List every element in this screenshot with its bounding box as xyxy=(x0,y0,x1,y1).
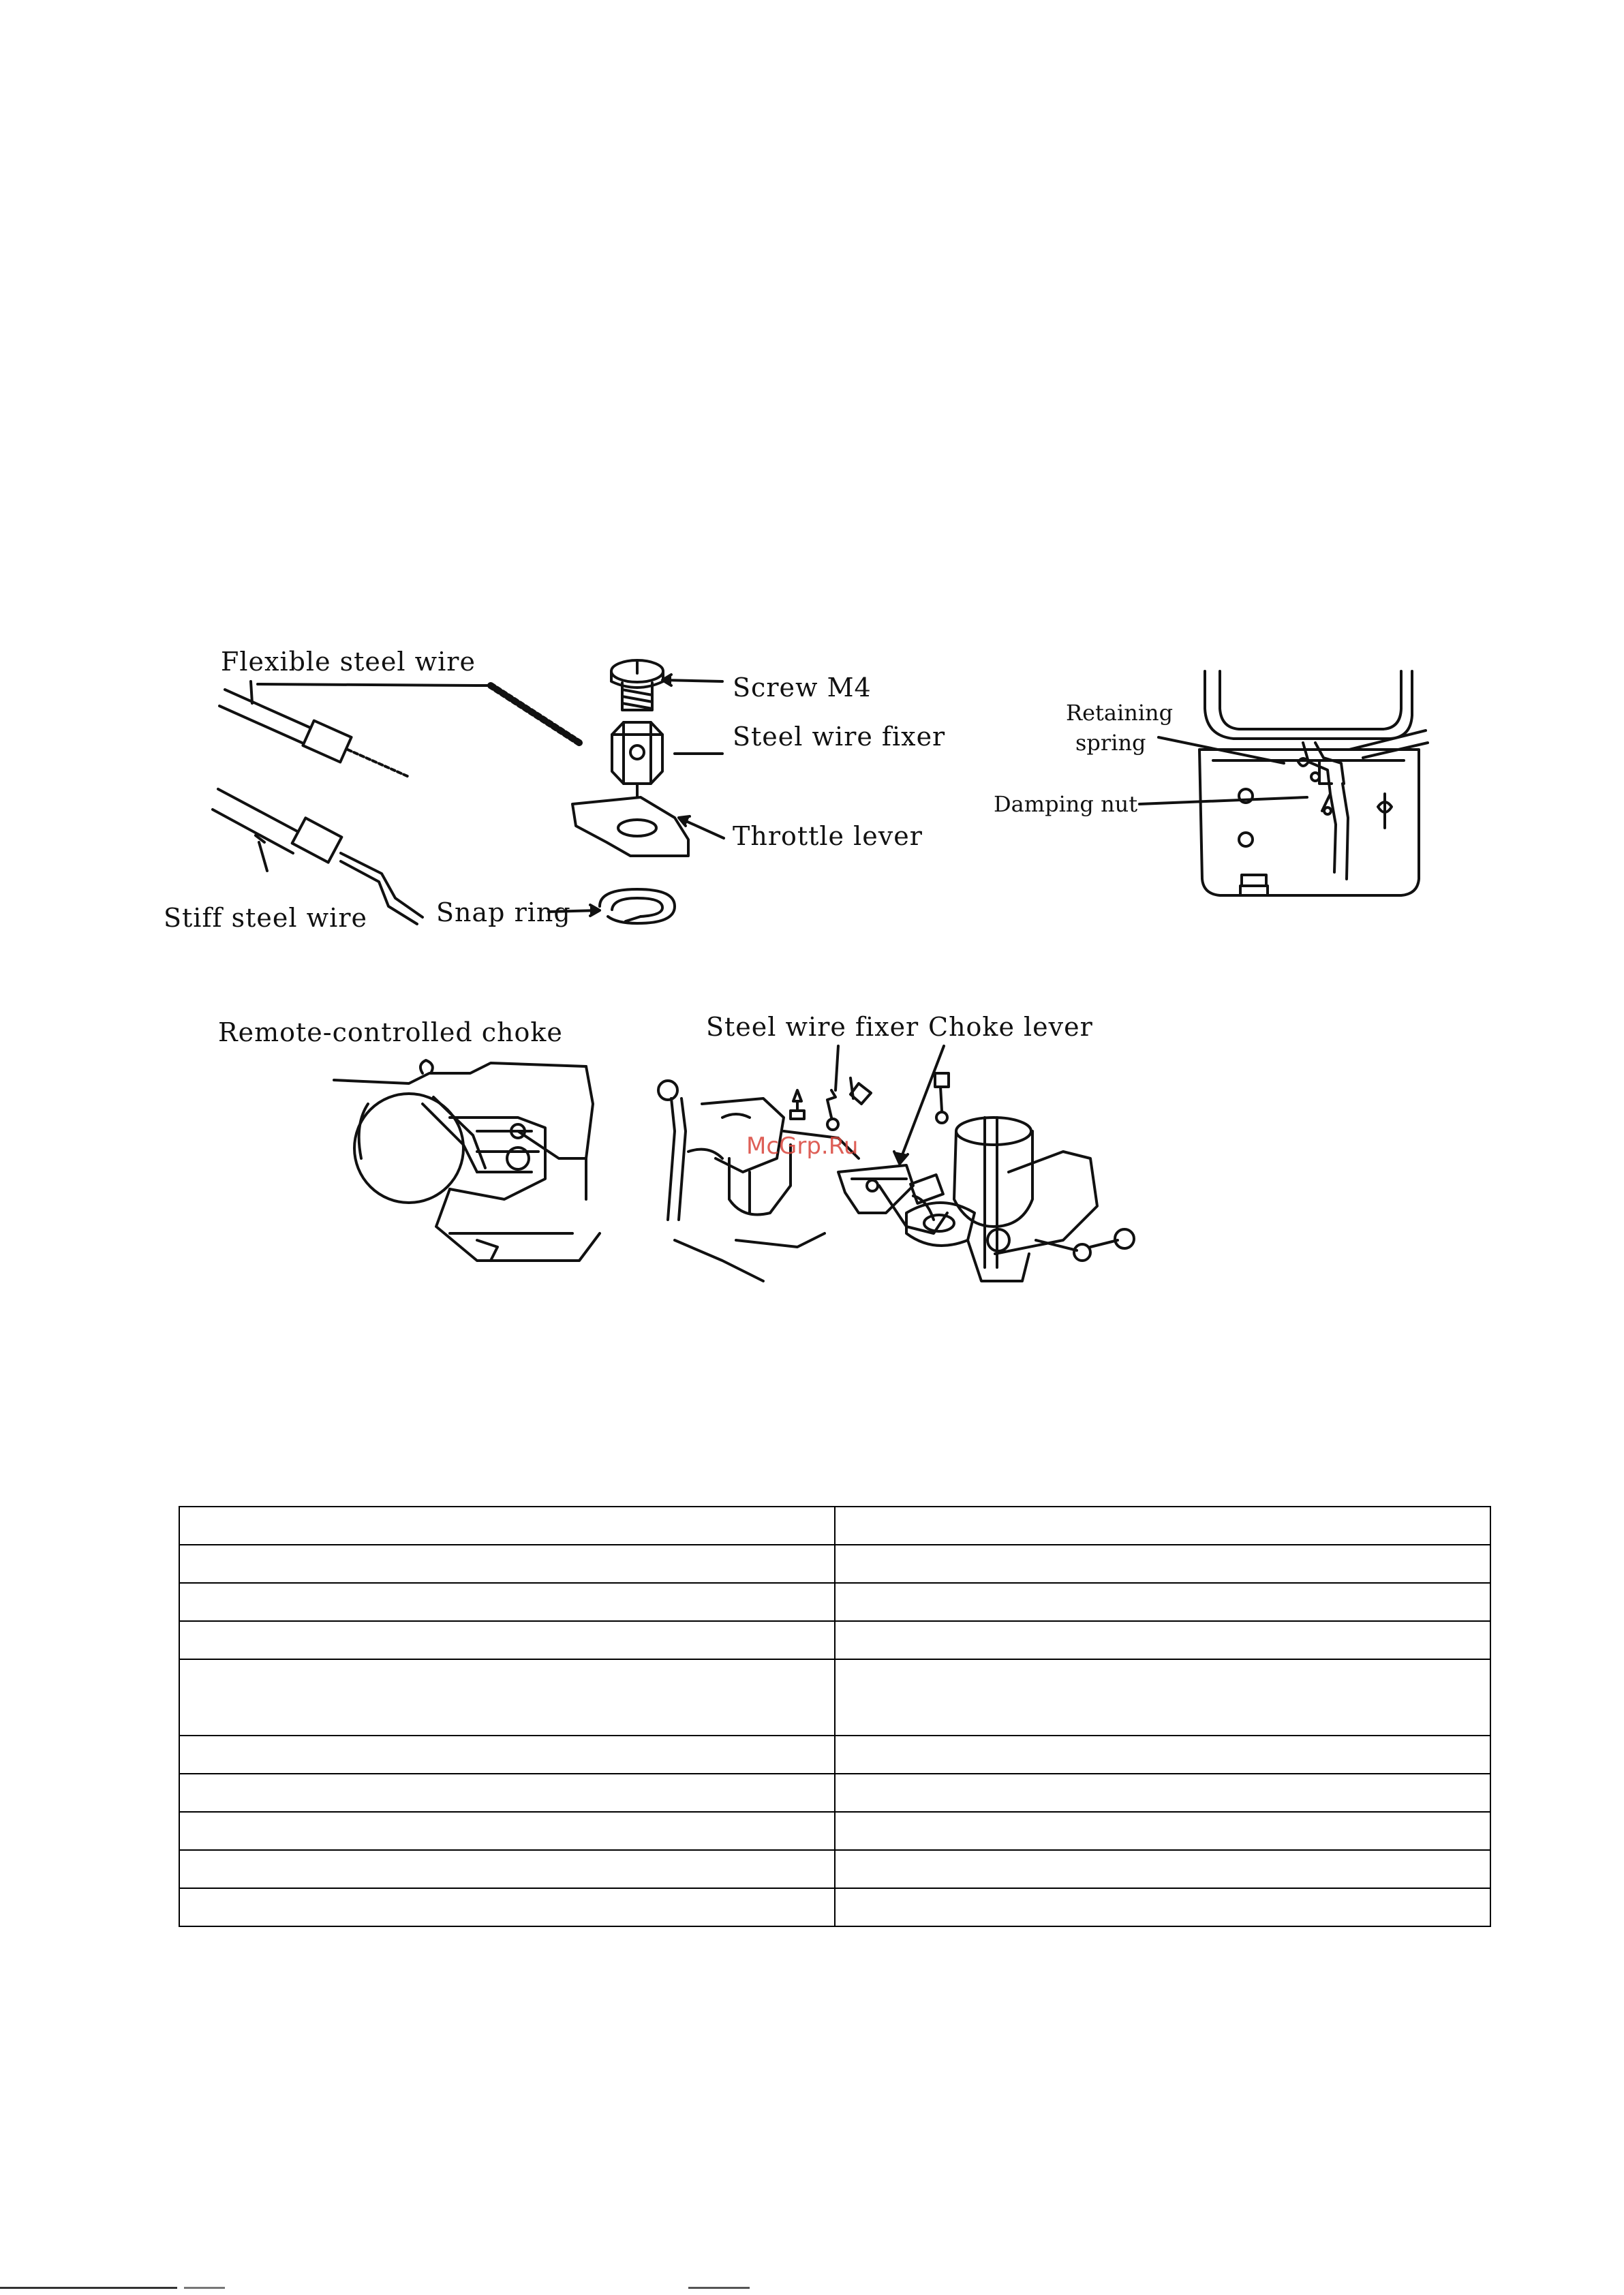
steel-wire-fixer-label: Steel wire fixer xyxy=(733,722,946,752)
choke-steel-wire-fixer-label: Steel wire fixer xyxy=(706,1012,919,1042)
table-cell xyxy=(835,1774,1490,1812)
table-cell xyxy=(179,1507,835,1545)
table-cell xyxy=(179,1736,835,1774)
table-cell xyxy=(835,1507,1490,1545)
spec-table xyxy=(179,1506,1491,1927)
footer-rule xyxy=(184,2287,225,2289)
table-row xyxy=(179,1545,1490,1583)
retaining-label-line2: spring xyxy=(1075,730,1146,756)
retaining-label-line1: Retaining xyxy=(1066,700,1174,726)
stiff-steel-wire-label: Stiff steel wire xyxy=(164,903,367,933)
table-cell xyxy=(179,1621,835,1659)
table-cell xyxy=(835,1545,1490,1583)
table-row xyxy=(179,1850,1490,1888)
flexible-steel-wire-label: Flexible steel wire xyxy=(221,647,476,677)
choke-lever-label: Choke lever xyxy=(928,1012,1093,1042)
table-cell xyxy=(835,1736,1490,1774)
table-cell xyxy=(835,1583,1490,1621)
footer-rule xyxy=(0,2287,177,2289)
table-row xyxy=(179,1507,1490,1545)
table-cell xyxy=(179,1812,835,1850)
table-cell xyxy=(835,1812,1490,1850)
table-cell xyxy=(179,1659,835,1736)
snap-ring-label: Snap ring xyxy=(436,897,571,927)
table-cell xyxy=(179,1850,835,1888)
table-cell xyxy=(179,1545,835,1583)
table-cell xyxy=(179,1774,835,1812)
table-row xyxy=(179,1888,1490,1926)
table-cell xyxy=(835,1621,1490,1659)
table-row xyxy=(179,1659,1490,1736)
throttle-lever-label: Throttle lever xyxy=(733,821,923,851)
table-row xyxy=(179,1583,1490,1621)
remote-choke-label: Remote-controlled choke xyxy=(218,1017,563,1047)
table-row xyxy=(179,1736,1490,1774)
table-cell xyxy=(835,1659,1490,1736)
watermark-logo: McGrp.Ru xyxy=(746,1133,859,1160)
damping-nut-label: Damping nut xyxy=(994,791,1138,817)
table-cell xyxy=(179,1888,835,1926)
table-row xyxy=(179,1774,1490,1812)
table-row xyxy=(179,1621,1490,1659)
table-cell xyxy=(835,1850,1490,1888)
table-cell xyxy=(835,1888,1490,1926)
screw-m4-label: Screw M4 xyxy=(733,673,872,703)
footer-rule xyxy=(688,2287,750,2289)
table-cell xyxy=(179,1583,835,1621)
table-row xyxy=(179,1812,1490,1850)
